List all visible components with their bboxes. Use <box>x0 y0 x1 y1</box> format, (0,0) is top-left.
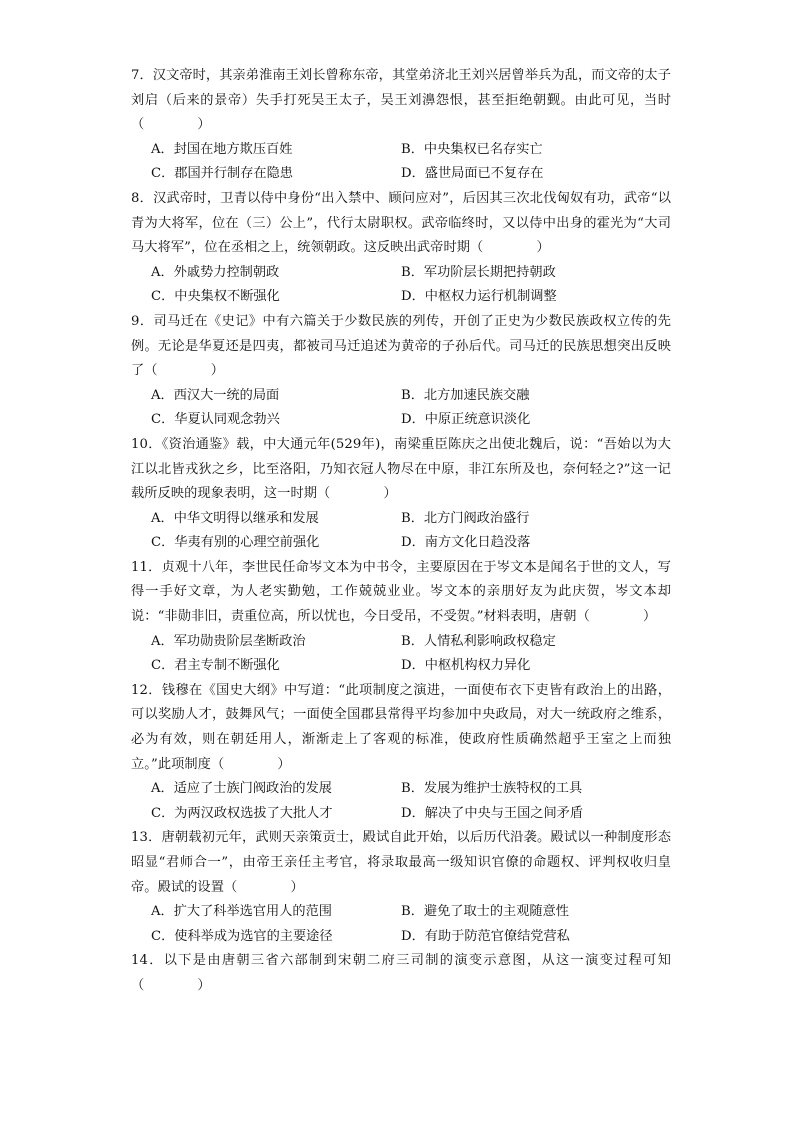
answer-options <box>131 900 671 949</box>
question-stem: 9．司马迁在《史记》中有六篇关于少数民族的列传，开创了正史为少数民族政权立传的先例。无论是华夏还是四夷，都被司马迁追述为黄帝的子孙后代。司马迁的民族思想突出反映了（ ） <box>131 313 671 379</box>
answer-option-b: B．北方加速民族交融 <box>401 387 530 403</box>
answer-option-c: C．中央集权不断强化 <box>151 289 280 305</box>
question-stem: 13．唐朝载初元年，武则天亲策贡士，殿试自此开始，以后历代沿袭。殿试以一种制度形态昭显“君师合一”，由帝王亲任主考官，将录取最高一级知识官僚的命题权、评判权收归皇帝。殿试的设置（ ） <box>131 830 671 895</box>
answer-options <box>131 507 671 556</box>
answer-option-d: D．解决了中央与王国之间矛盾 <box>401 805 584 821</box>
answer-option-c: C．郡国并行制存在隐患 <box>151 166 293 182</box>
answer-option-b: B．发展为维护士族特权的工具 <box>401 781 583 797</box>
answer-options <box>131 777 671 826</box>
answer-option-a: A．中华文明得以继承和发展 <box>151 510 319 526</box>
question-stem: 11．贞观十八年，李世民任命岑文本为中书令，主要原因在于岑文本是闻名于世的文人，写得一手好文章，为人老实勤勉，工作兢兢业业。岑文本的亲朋好友为此庆贺，岑文本却说：“非勋非旧，责重位高，所以忧也，今日受吊，不受贺。”材料表明，唐朝（ ） <box>131 559 671 625</box>
question-7 <box>131 64 671 187</box>
answer-option-a: A．外戚势力控制朝政 <box>151 264 280 280</box>
answer-option-c: C．君主专制不断强化 <box>151 658 280 674</box>
question-8 <box>131 187 671 310</box>
question-9 <box>131 310 671 433</box>
question-stem: 12．钱穆在《国史大纲》中写道：“此项制度之演进，一面使布衣下吏皆有政治上的出路，可以奖励人才，鼓舞风气；一面使全国郡县常得平均参加中央政局，对大一统政府之维系，必为有效，则在朝廷用人，渐渐走上了客观的标准，使政府性质确然超乎王室之上而独立。”此项制度（ ） <box>131 682 671 772</box>
answer-options <box>131 384 671 433</box>
answer-option-d: D．南方文化日趋没落 <box>401 535 531 551</box>
answer-options <box>131 138 671 187</box>
answer-option-d: D．中枢权力运行机制调整 <box>401 289 557 305</box>
answer-option-a: A．适应了士族门阀政治的发展 <box>151 781 332 797</box>
question-11 <box>131 556 671 679</box>
answer-option-b: B．避免了取士的主观随意性 <box>401 904 569 920</box>
question-stem: 10．《资治通鉴》载，中大通元年(529年)，南梁重臣陈庆之出使北魏后，说：“吾始以为大江以北皆戎狄之乡，比至洛阳，乃知衣冠人物尽在中原，非江东所及也，奈何轻之?”这一记载所反映的现象表明，这一时期（ ） <box>131 436 671 502</box>
answer-option-d: D．有助于防范官僚结党营私 <box>401 928 570 944</box>
answer-option-b: B．人情私利影响政权稳定 <box>401 633 556 649</box>
question-stem: 14．以下是由唐朝三省六部制到宋朝二府三司制的演变示意图，从这一演变过程可知（ ） <box>131 953 671 993</box>
answer-option-b: B．北方门阀政治盛行 <box>401 510 530 526</box>
answer-option-d: D．盛世局面已不复存在 <box>401 166 544 182</box>
answer-option-c: C．为两汉政权选拔了大批人才 <box>151 805 333 821</box>
question-list <box>131 64 671 999</box>
answer-option-a: A．西汉大一统的局面 <box>151 387 280 403</box>
answer-options <box>131 261 671 310</box>
answer-option-a: A．封国在地方欺压百姓 <box>151 141 293 157</box>
question-10 <box>131 433 671 556</box>
question-13 <box>131 826 671 949</box>
answer-option-c: C．使科举成为选官的主要途径 <box>151 928 333 944</box>
question-stem: 8．汉武帝时，卫青以侍中身份“出入禁中、顾问应对”，后因其三次北伐匈奴有功，武帝“以青为大将军，位在（三）公上”，代行太尉职权。武帝临终时，又以侍中出身的霍光为“大司马大将军”，位在丞相之上，统领朝政。这反映出武帝时期（ ） <box>131 190 671 256</box>
answer-option-c: C．华夷有别的心理空前强化 <box>151 535 320 551</box>
answer-option-a: A．扩大了科举选官用人的范围 <box>151 904 332 920</box>
answer-option-b: B．中央集权已名存实亡 <box>401 141 543 157</box>
answer-option-a: A．军功勋贵阶层垄断政治 <box>151 633 306 649</box>
answer-option-c: C．华夏认同观念勃兴 <box>151 412 280 428</box>
question-stem: 7．汉文帝时，其亲弟淮南王刘长曾称东帝，其堂弟济北王刘兴居曾举兵为乱，而文帝的太子刘启（后来的景帝）失手打死吴王太子，吴王刘濞怨恨，甚至拒绝朝觐。由此可见，当时（ ） <box>131 68 671 133</box>
answer-option-d: D．中原正统意识淡化 <box>401 412 531 428</box>
answer-option-d: D．中枢机构权力异化 <box>401 658 531 674</box>
question-14 <box>131 949 671 998</box>
answer-option-b: B．军功阶层长期把持朝政 <box>401 264 556 280</box>
answer-options <box>131 630 671 679</box>
question-12 <box>131 679 671 827</box>
